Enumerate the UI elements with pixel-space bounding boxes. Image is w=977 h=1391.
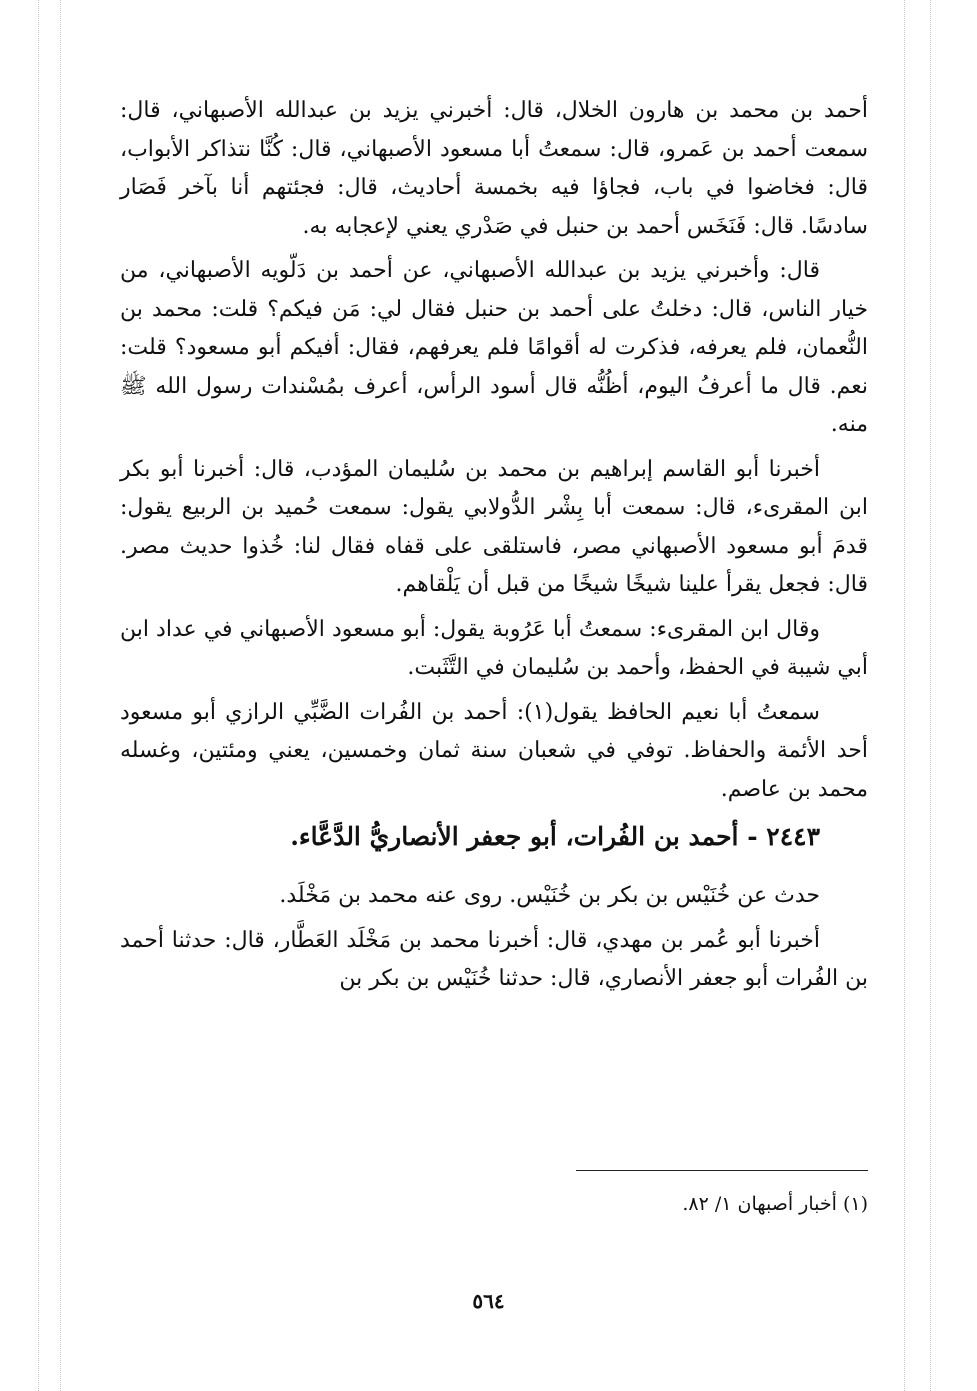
paragraph-3: أخبرنا أبو القاسم إبراهيم بن محمد بن سُليمان المؤدب، قال: أخبرنا أبو بكر ابن المقرىء، قال: سمعت أبا بِشْر الدُّولابي يقول: سمعت حُميد بن الربيع يقول: قدمَ أبو مسعود الأصبهاني مصر، فاستلقى على قفاه فقال لنا: خُذوا حديث مصر. قال: فجعل يقرأ علينا شيخًا شيخًا من قبل أن يَلْقاهم. bbox=[120, 456, 868, 597]
margin-dots-right-inner bbox=[904, 0, 905, 1391]
paragraph-5: سمعتُ أبا نعيم الحافظ يقول(١): أحمد بن الفُرات الضَّبِّي الرازي أبو مسعود أحد الأئمة والحفاظ. توفي في شعبان سنة ثمان وخمسين، يعني ومئتين، وغسله محمد بن عاصم. bbox=[120, 699, 868, 802]
entry-heading: ٢٤٤٣ - أحمد بن الفُرات، أبو جعفر الأنصاريُّ الدَّعَّاء. bbox=[290, 822, 820, 851]
margin-dots-left-inner bbox=[60, 0, 61, 1391]
page-body bbox=[120, 92, 868, 1005]
paragraph-1: أحمد بن محمد بن هارون الخلال، قال: أخبرني يزيد بن عبدالله الأصبهاني، قال: سمعت أحمد بن عَمرو، قال: سمعتُ أبا مسعود الأصبهاني، قال: كُنَّا نتذاكر الأبواب، قال: فخاضوا في باب، فجاؤا فيه بخمسة أحاديث، قال: فجئتهم أنا بآخر فَصَار سادسًا. قال: فَنَخَس أحمد بن حنبل في صَدْري يعني لإعجابه به. bbox=[120, 98, 868, 239]
paragraph-7: أخبرنا أبو عُمر بن مهدي، قال: أخبرنا محمد بن مَخْلَد العَطَّار، قال: حدثنا أحمد بن الفُرات أبو جعفر الأنصاري، قال: حدثنا خُنَيْس بن بكر بن bbox=[120, 927, 868, 991]
footnote: (١) أخبار أصبهان ١/ ٨٢. bbox=[682, 1193, 868, 1215]
margin-dots-right bbox=[930, 0, 931, 1391]
paragraph-4: وقال ابن المقرىء: سمعتُ أبا عَرُوبة يقول: أبو مسعود الأصبهاني في عداد ابن أبي شيبة في الحفظ، وأحمد بن سُليمان في التَّثَبت. bbox=[120, 616, 868, 680]
margin-dots-left bbox=[38, 0, 39, 1391]
paragraph-6: حدث عن خُنَيْس بن بكر بن خُنَيْس. روى عنه محمد بن مَخْلَد. bbox=[279, 883, 820, 908]
paragraph-2: قال: وأخبرني يزيد بن عبدالله الأصبهاني، عن أحمد بن دَلّويه الأصبهاني، من خيار الناس، قال: دخلتُ على أحمد بن حنبل فقال لي: مَن فيكم؟ قلت: محمد بن النُّعمان، فلم يعرفه، فذكرت له أقوامًا فلم يعرفهم، فقال: أفيكم أبو مسعود؟ قلت: نعم. قال ما أعرفُ اليوم، أظُنُّه قال أسود الرأس، أعرف بمُسْندات رسول الله ﷺ منه. bbox=[120, 258, 868, 437]
footnote-rule bbox=[576, 1170, 868, 1171]
page-number: ٥٦٤ bbox=[472, 1289, 505, 1313]
